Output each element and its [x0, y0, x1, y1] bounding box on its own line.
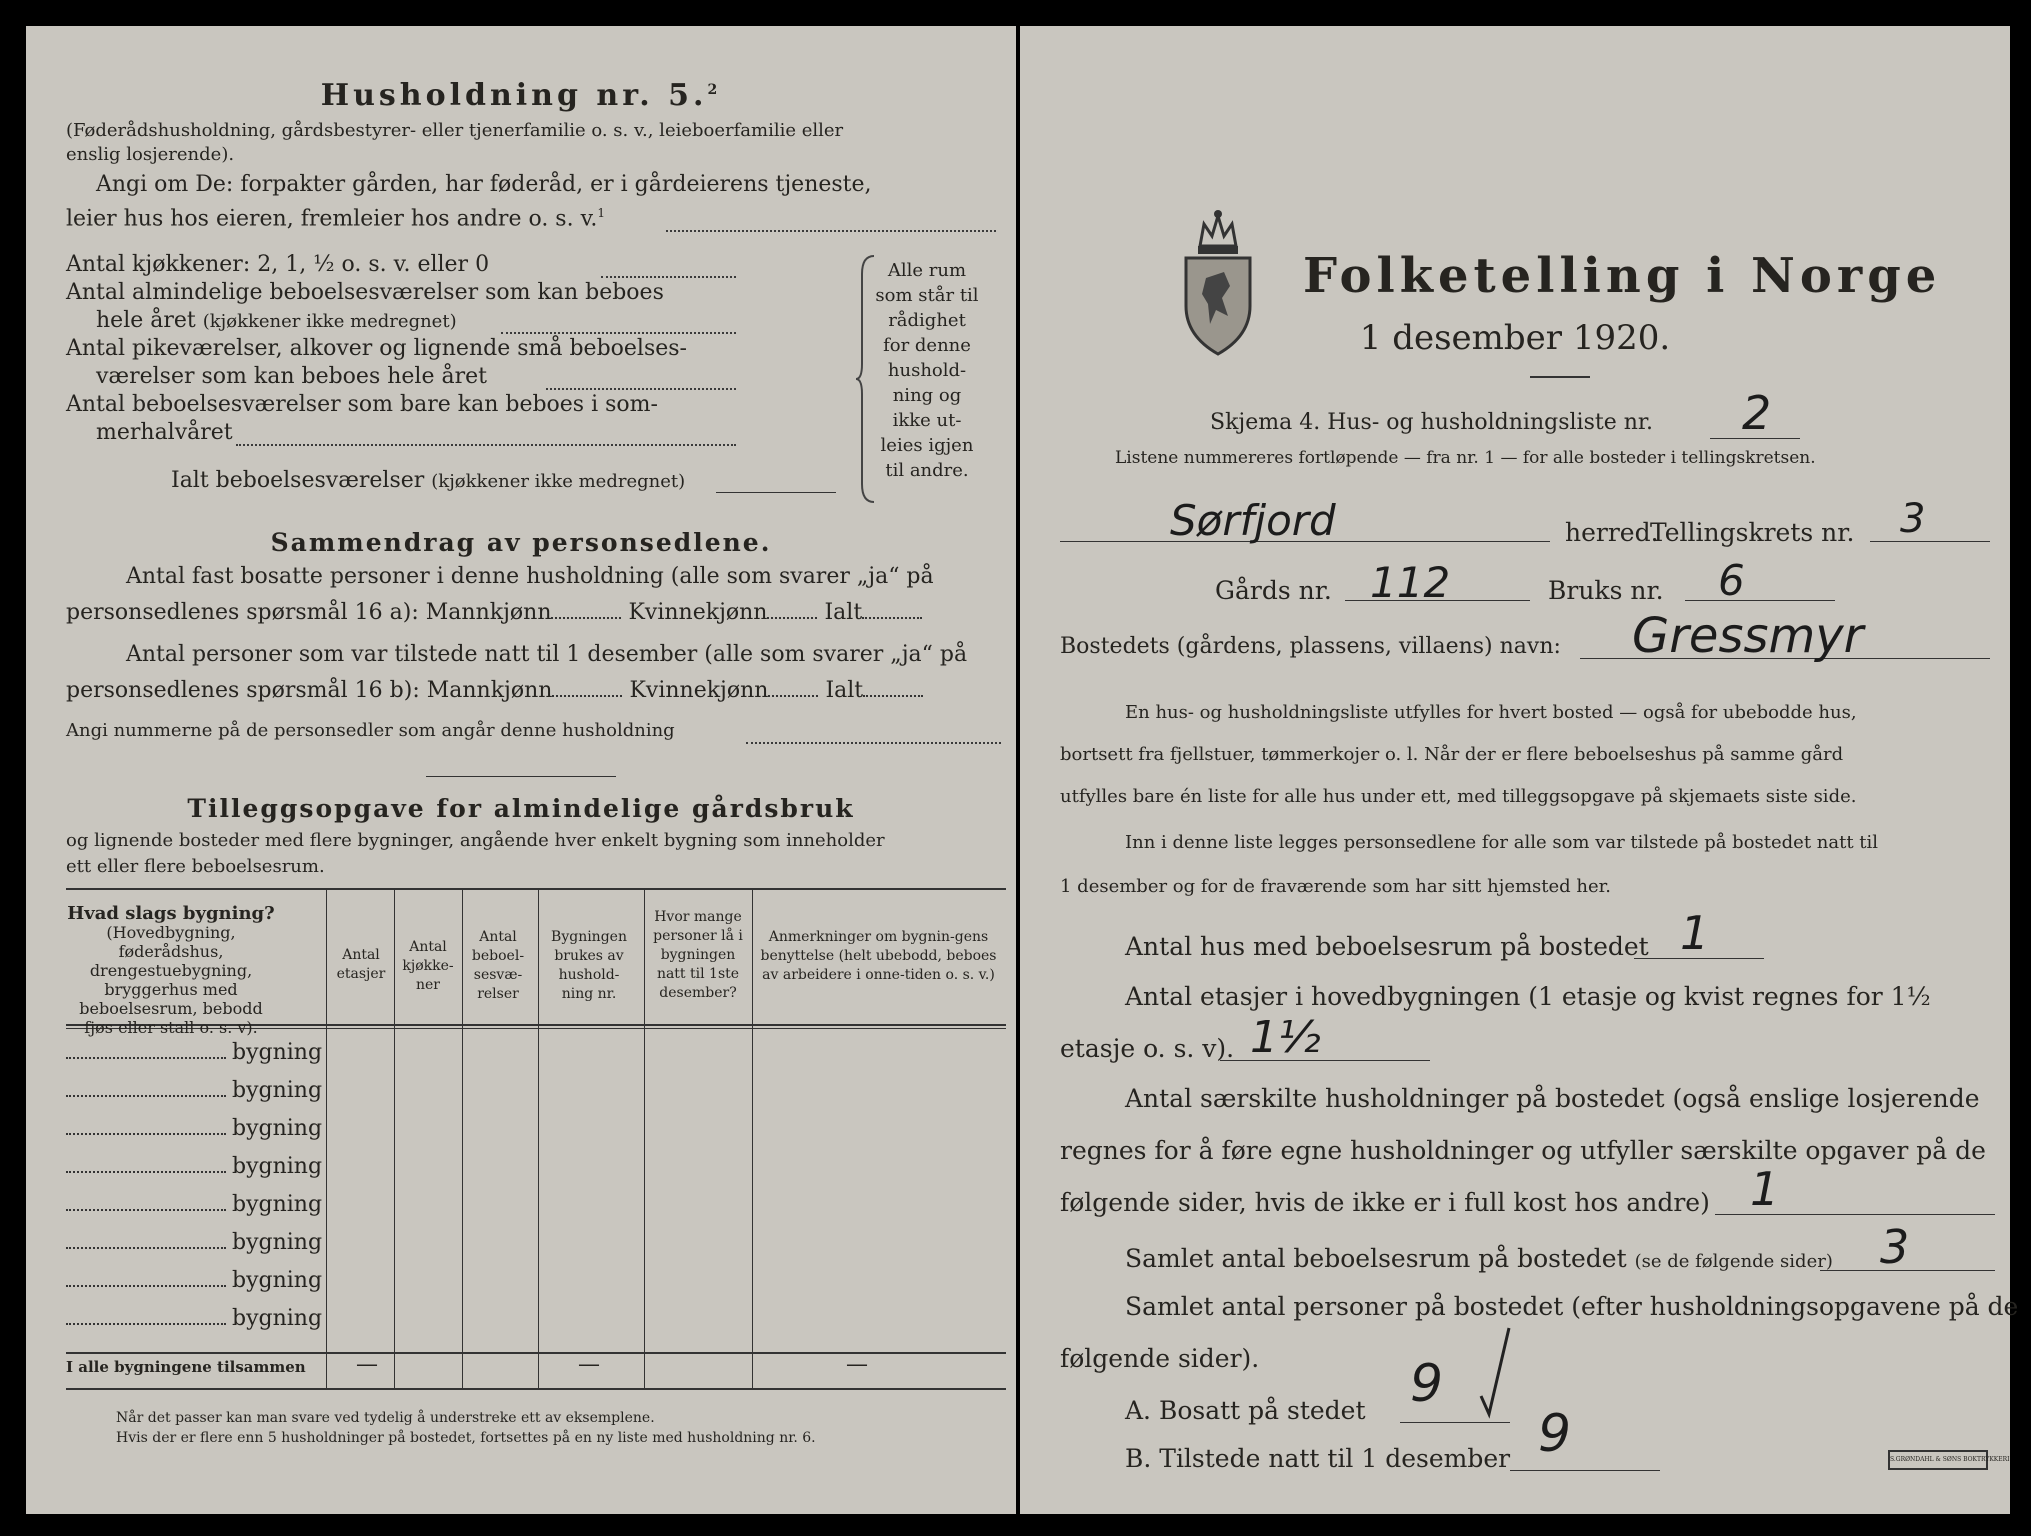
- right-page: [1020, 26, 2019, 1514]
- houses-value: 1: [1680, 906, 1710, 960]
- extra-intro-2: ett eller flere beboelsesrum.: [66, 856, 325, 877]
- table-header-rooms: Antal beboel-sesvæ-relser: [471, 929, 525, 1002]
- table-row-label: bygning: [232, 1116, 323, 1141]
- summary-line-4: personsedlenes spørsmål 16 b): Mannkjønn Kvinnekjønn Ialt: [66, 678, 923, 703]
- floors-question-1: Antal etasjer i hovedbygningen (1 etasje og kvist regnes for 1½: [1125, 982, 1931, 1011]
- schema-label: Skjema 4. Hus- og husholdningsliste nr.: [1210, 410, 1653, 435]
- households-question-2: regnes for å føre egne husholdninger og utfyller særskilte opgaver på de: [1060, 1136, 1986, 1165]
- households-question-1: Antal særskilte husholdninger på bostedet (også enslige losjerende: [1125, 1084, 1980, 1113]
- herred-value: Sørfjord: [1170, 496, 1336, 545]
- intro-line-1: (Føderådshusholdning, gårdsbestyrer- eller tjenerfamilie o. s. v., leieboerfamilie eller: [66, 120, 844, 141]
- houses-question: Antal hus med beboelsesrum på bostedet: [1125, 932, 1649, 961]
- rooms-ordinary: Antal almindelige beboelsesværelser som kan beboes: [66, 280, 664, 305]
- table-row-label: bygning: [232, 1154, 323, 1179]
- numbering-note: Listene nummereres fortløpende — fra nr. 1 — for alle bosteder i tellingskretsen.: [1115, 448, 1816, 468]
- present-label: B. Tilstede natt til 1 desember: [1125, 1444, 1511, 1473]
- left-page: [26, 26, 1016, 1514]
- footnote-2: Hvis der er flere enn 5 husholdninger på bostedet, fortsettes på en ny liste med husholdning nr. 6.: [116, 1430, 816, 1446]
- table-row: [66, 1230, 1006, 1255]
- side-note-line: ikke ut-: [892, 410, 962, 431]
- bruk-label: Bruks nr.: [1548, 576, 1664, 605]
- side-note-line: som står til: [875, 285, 979, 306]
- footnote-1: Når det passer kan man svare ved tydelig å understreke ett av eksemplene.: [116, 1410, 655, 1426]
- gard-label: Gårds nr.: [1215, 576, 1332, 605]
- rooms-small-2: værelser som kan beboes hele året: [96, 364, 487, 389]
- question-line-2: leier hus hos eieren, fremleier hos andre o. s. v.$^1$: [66, 206, 606, 232]
- side-note-line: rådighet: [888, 310, 966, 331]
- gard-value: 112: [1370, 558, 1451, 607]
- instr1-line-2: bortsett fra fjellstuer, tømmerkojer o. l. Når der er flere beboelseshus på samme gård: [1060, 744, 1844, 765]
- census-title: Folketelling i Norge: [1303, 248, 1942, 304]
- side-note-line: for denne: [883, 335, 971, 356]
- question-line-1: Angi om De: forpakter gården, har føderåd, er i gårdeierens tjeneste,: [96, 172, 872, 197]
- floors-value: 1½: [1250, 1012, 1321, 1063]
- instr2-line-1: Inn i denne liste legges personsedlene for alle som var tilstede på bostedet natt til: [1125, 832, 1879, 853]
- households-value: 1: [1750, 1162, 1780, 1216]
- printer-stamp: S.GRØNDAHL & SØNS BOKTRYKKERI: [1888, 1450, 1988, 1470]
- table-row: [66, 1040, 1006, 1065]
- present-value: 9: [1538, 1404, 1572, 1464]
- side-note-line: til andre.: [885, 460, 969, 481]
- summary-line-5: Angi nummerne på de personsedler som angår denne husholdning: [66, 720, 675, 741]
- rooms-value: 3: [1880, 1220, 1910, 1274]
- table-row-label: bygning: [232, 1306, 323, 1331]
- table-header-kitchens: Antal kjøkke-ner: [402, 939, 454, 993]
- krets-label: Tellingskrets nr.: [1650, 518, 1855, 547]
- table-row: [66, 1078, 1006, 1103]
- persons-question-2: følgende sider).: [1060, 1344, 1260, 1373]
- intro-line-2: enslig losjerende).: [66, 144, 235, 165]
- table-row: [66, 1154, 1006, 1179]
- krets-value: 3: [1900, 496, 1926, 542]
- floors-question-2: etasje o. s. v).: [1060, 1034, 1235, 1063]
- table-header-building: Hvad slags bygning? (Hovedbygning, føderådshus, drengestuebygning, bryggerhus med beboelsesrum, bebodd fjøs eller stall o. s. v).: [67, 903, 275, 1037]
- table-row: [66, 1306, 1006, 1331]
- instr1-line-1: En hus- og husholdningsliste utfylles for hvert bosted — også for ubebodde hus,: [1125, 702, 1857, 723]
- table-row: [66, 1116, 1006, 1141]
- summary-line-2: personsedlenes spørsmål 16 a): Mannkjønn Kvinnekjønn Ialt: [66, 600, 922, 625]
- table-header-persons: Hvor mange personer lå i bygningen natt til 1ste desember?: [653, 909, 743, 1001]
- place-label: Bostedets (gårdens, plassens, villaens) navn:: [1060, 634, 1561, 659]
- households-question-3: følgende sider, hvis de ikke er i full kost hos andre): [1060, 1188, 1710, 1217]
- table-total-dash-3: —: [846, 1352, 868, 1377]
- rooms-small: Antal pikeværelser, alkover og lignende små beboelses-: [66, 336, 687, 361]
- side-note-line: Alle rum: [887, 260, 967, 281]
- table-row-label: bygning: [232, 1192, 323, 1217]
- instr1-line-3: utfylles bare én liste for alle hus under ett, med tilleggsopgave på skjemaets siste side.: [1060, 786, 1857, 807]
- table-row-label: bygning: [232, 1040, 323, 1065]
- table-row: [66, 1268, 1006, 1293]
- rooms-question: Samlet antal beboelsesrum på bostedet (se de følgende sider): [1125, 1244, 1833, 1273]
- table-header-remarks: Anmerkninger om bygnin-gens benyttelse (helt ubebodd, beboes av arbeidere i onne-tiden o. s. v.): [760, 929, 997, 983]
- persons-question-1: Samlet antal personer på bostedet (efter husholdningsopgavene på de: [1125, 1292, 2019, 1321]
- table-total-dash-2: —: [578, 1352, 600, 1377]
- table-header-floors: Antal etasjer: [336, 947, 386, 982]
- place-value: Gressmyr: [1632, 608, 1864, 664]
- resident-value: 9: [1410, 1354, 1444, 1414]
- extra-intro-1: og lignende bosteder med flere bygninger, angående hver enkelt bygning som inneholder: [66, 830, 885, 851]
- extra-title: Tilleggsopgave for almindelige gårdsbruk: [187, 794, 855, 823]
- side-note-line: leies igjen: [880, 435, 974, 456]
- census-date: 1 desember 1920.: [1359, 318, 1671, 358]
- rooms-side-note: [872, 258, 982, 483]
- summary-line-1: Antal fast bosatte personer i denne husholdning (alle som svarer „ja“ på: [126, 564, 934, 589]
- table-row-label: bygning: [232, 1230, 323, 1255]
- rooms-kitchens: Antal kjøkkener: 2, 1, ½ o. s. v. eller 0: [66, 252, 490, 277]
- tally-check-mark: [1475, 1326, 1515, 1416]
- rooms-total: Ialt beboelsesværelser (kjøkkener ikke medregnet): [171, 468, 686, 493]
- schema-number: 2: [1742, 386, 1772, 440]
- table-row-label: bygning: [232, 1078, 323, 1103]
- table-row: [66, 1192, 1006, 1217]
- table-row-label: bygning: [232, 1268, 323, 1293]
- resident-label: A. Bosatt på stedet: [1125, 1396, 1366, 1425]
- summary-title: Sammendrag av personsedlene.: [270, 528, 772, 557]
- rooms-summer: Antal beboelsesværelser som bare kan beboes i som-: [66, 392, 658, 417]
- table-header-household: Bygningen brukes av hushold-ning nr.: [551, 929, 627, 1002]
- table-total-label: I alle bygningene tilsammen: [66, 1358, 306, 1376]
- side-note-line: hushold-: [887, 360, 967, 381]
- herred-label: herred.: [1565, 518, 1659, 547]
- instr2-line-2: 1 desember og for de fraværende som har sitt hjemsted her.: [1060, 876, 1611, 897]
- rooms-ordinary-2: hele året (kjøkkener ikke medregnet): [96, 308, 457, 333]
- side-note-line: ning og: [892, 385, 962, 406]
- table-total-dash-1: —: [356, 1352, 378, 1377]
- household-title: Husholdning nr. 5.$^2$: [320, 78, 722, 113]
- summary-line-3: Antal personer som var tilstede natt til 1 desember (alle som svarer „ja“ på: [126, 642, 968, 667]
- bruk-value: 6: [1718, 556, 1745, 605]
- rooms-summer-2: merhalvåret: [96, 420, 233, 445]
